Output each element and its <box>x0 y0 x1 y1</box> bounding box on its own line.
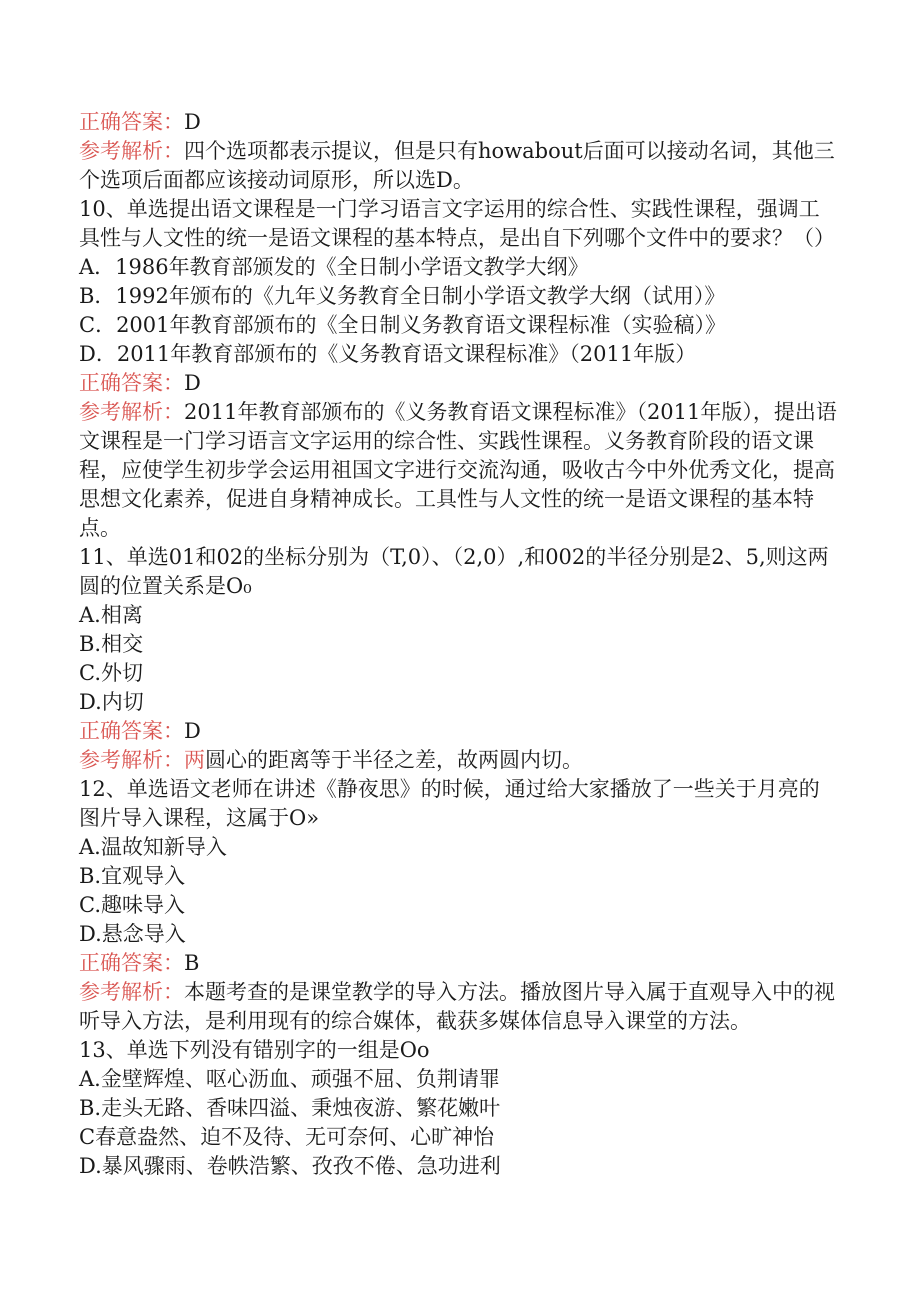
option-a: A．1986年教育部颁发的《全日制小学语文教学大纲》 <box>79 255 589 279</box>
answer-value: B <box>184 951 200 975</box>
answer-label: 正确答案： <box>79 719 184 743</box>
option-d: D.暴风骤雨、卷帙浩繁、孜孜不倦、急功进利 <box>79 1154 501 1178</box>
option-b: B.宜观导入 <box>79 864 186 888</box>
explanation-label: 参考解析： <box>79 139 184 163</box>
option-b: B.走头无路、香味四溢、秉烛夜游、繁花嫩叶 <box>79 1096 501 1120</box>
explanation-text: 圆心的距离等于半径之差，故两圆内切。 <box>205 748 583 772</box>
question-stem: 12、单选语文老师在讲述《静夜思》的时候，通过给大家播放了一些关于月亮的图片导入课程，这属于O» <box>79 777 820 830</box>
explanation-text: 本题考查的是课堂教学的导入方法。播放图片导入属于直观导入中的视听导入方法，是利用现有的综合媒体，截获多媒体信息导入课堂的方法。 <box>79 980 835 1033</box>
question-stem: 13、单选下列没有错别字的一组是Oo <box>79 1038 430 1062</box>
explanation-line <box>79 978 839 1036</box>
answer-label: 正确答案： <box>79 951 184 975</box>
explanation-line <box>79 746 839 775</box>
explanation-label: 参考解析： <box>79 748 184 772</box>
option-c: C.外切 <box>79 661 143 685</box>
question-block <box>79 543 839 775</box>
explanation-text: 四个选项都表示提议，但是只有howabout后面可以接动名词，其他三个选项后面都应该接动词原形，所以选D。 <box>79 139 835 192</box>
question-stem: 10、单选提出语文课程是一门学习语言文字运用的综合性、实践性课程，强调工具性与人文性的统一是语文课程的基本特点，是出自下列哪个文件中的要求？（） <box>79 197 835 250</box>
option-d: D．2011年教育部颁布的《义务教育语文课程标准》（2011年版） <box>79 342 697 366</box>
question-block <box>79 195 839 543</box>
answer-line <box>79 717 839 746</box>
option-c: C．2001年教育部颁布的《全日制义务教育语文课程标准（实验稿）》 <box>79 313 727 337</box>
answer-value: D <box>184 110 201 134</box>
answer-label: 正确答案： <box>79 110 184 134</box>
option-c: C.趣味导入 <box>79 893 185 917</box>
option-b: B.相交 <box>79 632 144 656</box>
explanation-red-text: 两 <box>184 748 205 772</box>
explanation-label: 参考解析： <box>79 980 184 1004</box>
option-d: D.内切 <box>79 690 144 714</box>
option-b: B．1992年颁布的《九年义务教育全日制小学语文教学大纲（试用）》 <box>79 284 726 308</box>
explanation-text: 2011年教育部颁布的《义务教育语文课程标准》（2011年版），提出语文课程是一门学习语言文字运用的综合性、实践性课程。义务教育阶段的语文课程，应使学生初步学会运用祖国文字进行交流沟通，吸收古今中外优秀文化，提高思想文化素养，促进自身精神成长。工具性与人文性的统一是语文课程的基本特点。 <box>79 400 837 540</box>
answer-line <box>79 369 839 398</box>
question-block <box>79 775 839 1036</box>
answer-value: D <box>184 719 201 743</box>
answer-line <box>79 108 839 137</box>
question-stem: 11、单选01和02的坐标分别为（T,0）、（2,0）,和002的半径分别是2、5,则这两圆的位置关系是O₀ <box>79 545 829 598</box>
answer-value: D <box>184 371 201 395</box>
option-a: A.金壁辉煌、呕心沥血、顽强不屈、负荆请罪 <box>79 1067 500 1091</box>
question-block <box>79 1036 839 1181</box>
answer-label: 正确答案： <box>79 371 184 395</box>
option-a: A.温故知新导入 <box>79 835 227 859</box>
explanation-line <box>79 137 839 195</box>
explanation-line <box>79 398 839 543</box>
option-a: A.相离 <box>79 603 143 627</box>
option-c: C春意盎然、迫不及待、无可奈何、心旷神怡 <box>79 1125 495 1149</box>
option-d: D.悬念导入 <box>79 922 186 946</box>
document-body <box>79 108 839 1181</box>
answer-line <box>79 949 839 978</box>
explanation-label: 参考解析： <box>79 400 184 424</box>
